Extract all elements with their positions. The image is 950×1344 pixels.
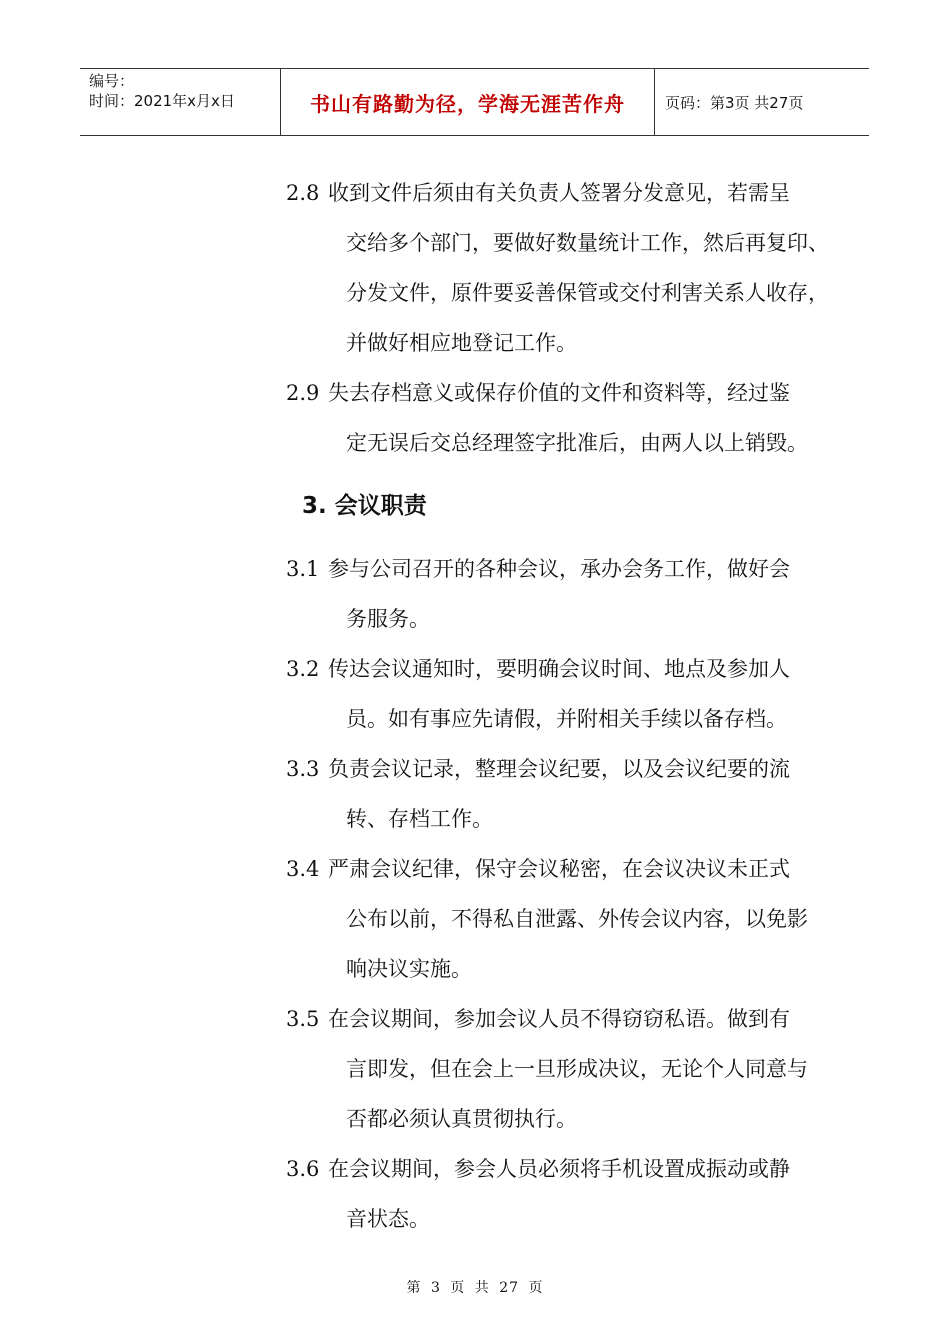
header-meta <box>80 69 281 135</box>
item-number: 3.4 <box>286 857 320 881</box>
item-number: 3.1 <box>286 557 320 581</box>
item-first-line <box>286 644 866 694</box>
item-text: 在会议期间，参加会议人员不得窃窃私语。做到有 <box>328 1007 790 1031</box>
item-text: 音状态。 <box>346 1207 430 1231</box>
item-text: 否都必须认真贯彻执行。 <box>346 1107 577 1131</box>
item-number: 2.9 <box>286 381 320 405</box>
item-number: 3.6 <box>286 1157 320 1181</box>
item-text: 参与公司召开的各种会议，承办会务工作，做好会 <box>328 557 790 581</box>
item-continuation-line <box>286 594 866 644</box>
item-continuation-line <box>286 418 866 468</box>
item-first-line <box>286 994 866 1044</box>
item-first-line <box>286 744 866 794</box>
item-number: 3.2 <box>286 657 320 681</box>
item-text: 负责会议记录，整理会议纪要，以及会议纪要的流 <box>328 757 790 781</box>
item-continuation-line <box>286 794 866 844</box>
item-text: 响决议实施。 <box>346 957 472 981</box>
list-item <box>286 744 866 844</box>
list-item <box>286 844 866 994</box>
item-text: 并做好相应地登记工作。 <box>346 331 577 355</box>
page-footer: 第 3 页 共 27 页 <box>406 1280 544 1296</box>
item-text: 交给多个部门，要做好数量统计工作，然后再复印、 <box>346 231 829 255</box>
header-motto: 书山有路勤为径，学海无涯苦作舟 <box>281 69 655 135</box>
item-text: 分发文件，原件要妥善保管或交付利害关系人收存， <box>346 281 829 305</box>
page-header <box>80 68 869 136</box>
item-list-section-2 <box>286 168 866 468</box>
item-text: 员。如有事应先请假，并附相关手续以备存档。 <box>346 707 787 731</box>
item-text: 失去存档意义或保存价值的文件和资料等，经过鉴 <box>328 381 790 405</box>
item-text: 务服务。 <box>346 607 430 631</box>
item-text: 定无误后交总经理签字批准后，由两人以上销毁。 <box>346 431 808 455</box>
item-first-line <box>286 544 866 594</box>
item-first-line <box>286 368 866 418</box>
item-text: 言即发，但在会上一旦形成决议，无论个人同意与 <box>346 1057 808 1081</box>
item-continuation-line <box>286 1044 866 1094</box>
list-item <box>286 168 866 368</box>
item-continuation-line <box>286 318 866 368</box>
item-text: 公布以前，不得私自泄露、外传会议内容，以免影 <box>346 907 808 931</box>
document-body <box>286 168 866 1244</box>
section-heading: 3. 会议职责 <box>302 493 427 519</box>
item-first-line <box>286 168 866 218</box>
header-time-label: 时间：2021年x月x日 <box>89 92 235 110</box>
list-item <box>286 644 866 744</box>
list-item <box>286 368 866 468</box>
item-continuation-line <box>286 944 866 994</box>
header-number-label: 编号： <box>89 72 135 90</box>
list-item <box>286 1144 866 1244</box>
item-number: 2.8 <box>286 181 320 205</box>
item-continuation-line <box>286 1194 866 1244</box>
item-continuation-line <box>286 218 866 268</box>
list-item <box>286 994 866 1144</box>
item-number: 3.3 <box>286 757 320 781</box>
item-continuation-line <box>286 694 866 744</box>
item-continuation-line <box>286 268 866 318</box>
item-continuation-line <box>286 894 866 944</box>
item-continuation-line <box>286 1094 866 1144</box>
item-text: 转、存档工作。 <box>346 807 493 831</box>
item-list-section-3 <box>286 544 866 1244</box>
list-item <box>286 544 866 644</box>
item-text: 在会议期间，参会人员必须将手机设置成振动或静 <box>328 1157 790 1181</box>
item-text: 严肃会议纪律，保守会议秘密，在会议决议未正式 <box>328 857 790 881</box>
item-text: 收到文件后须由有关负责人签署分发意见，若需呈 <box>328 181 790 205</box>
item-first-line <box>286 1144 866 1194</box>
item-number: 3.5 <box>286 1007 320 1031</box>
item-first-line <box>286 844 866 894</box>
header-page-label: 页码：第3页 共27页 <box>665 93 804 112</box>
item-text: 传达会议通知时，要明确会议时间、地点及参加人 <box>328 657 790 681</box>
